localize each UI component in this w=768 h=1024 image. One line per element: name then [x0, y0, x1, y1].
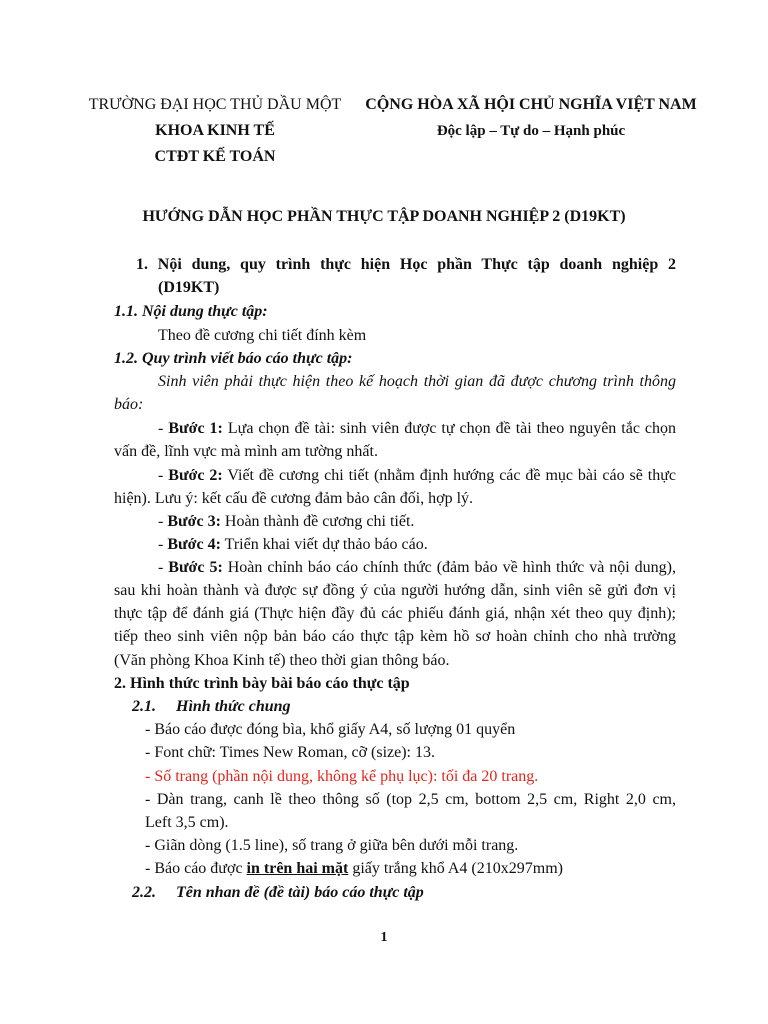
- format-item-1: - Báo cáo được đóng bìa, khổ giấy A4, số lượng 01 quyển: [145, 721, 516, 738]
- national-title: CỘNG HÒA XÃ HỘI CHỦ NGHĨA VIỆT NAM: [365, 96, 697, 113]
- step1-line2: vấn đề, lĩnh vực mà mình am tường nhất.: [114, 443, 378, 460]
- format-item-3: - Số trang (phần nội dung, không kể phụ lục): tối đa 20 trang.: [145, 768, 539, 785]
- header-right: [356, 92, 706, 144]
- step3-line: - Bước 3: Hoàn thành đề cương chi tiết.: [158, 513, 415, 530]
- format-item-6: - Báo cáo được in trên hai mặt giấy trắng khổ A4 (210x297mm): [145, 860, 563, 877]
- section1-1-text: Theo đề cương chi tiết đính kèm: [158, 327, 367, 344]
- section2-2-heading: Tên nhan đề (đề tài) báo cáo thực tập: [176, 884, 424, 901]
- step5-line1: - Bước 5: Hoàn chỉnh báo cáo chính thức (đảm bảo về hình thức và nội dung),: [158, 559, 677, 576]
- step2-line1: - Bước 2: Viết đề cương chi tiết (nhằm định hướng các đề mục bài cáo sẽ thực: [158, 467, 677, 484]
- section1-2-intro-line1: Sinh viên phải thực hiện theo kế hoạch thời gian đã được chương trình thông: [158, 373, 676, 390]
- double-sided-emphasis: in trên hai mặt: [246, 860, 349, 877]
- document-title: HƯỚNG DẪN HỌC PHẦN THỰC TẬP DOANH NGHIỆP 2 (D19KT): [142, 208, 626, 225]
- format-item-5: - Giãn dòng (1.5 line), số trang ở giữa bên dưới mỗi trang.: [145, 837, 519, 854]
- step2-line2: hiện). Lưu ý: kết cấu đề cương đảm bảo cân đối, hợp lý.: [114, 490, 474, 507]
- national-motto: Độc lập – Tự do – Hạnh phúc: [436, 123, 626, 139]
- program-name: CTĐT KẾ TOÁN: [154, 148, 276, 165]
- section1-heading-line1: 1. Nội dung, quy trình thực hiện Học phần Thực tập doanh nghiệp 2: [136, 256, 676, 273]
- section1-1-heading: 1.1. Nội dung thực tập:: [114, 303, 268, 320]
- step4-label: Bước 4:: [167, 536, 221, 553]
- step5-line4: tiếp theo sinh viên nộp bản báo cáo thực tập kèm hồ sơ hoàn chỉnh cho nhà trường: [114, 628, 676, 645]
- step2-label: Bước 2:: [168, 467, 223, 484]
- step1-line1: - Bước 1: Lựa chọn đề tài: sinh viên được tự chọn đề tài theo nguyên tắc chọn: [158, 420, 677, 437]
- section1-2-heading: 1.2. Quy trình viết báo cáo thực tập:: [114, 350, 353, 367]
- step1-label: Bước 1:: [168, 420, 223, 437]
- header-left: [84, 92, 346, 170]
- format-item-4-line2: Left 3,5 cm).: [145, 814, 229, 831]
- step5-line5: (Văn phòng Khoa Kinh tế) theo thời gian thông báo.: [114, 652, 450, 669]
- step5-line2: sau khi hoàn thành và được sự đồng ý của người hướng dẫn, sinh viên sẽ gửi đơn vị: [114, 582, 676, 599]
- format-item-4-line1: - Dàn trang, canh lề theo thông số (top 2,5 cm, bottom 2,5 cm, Right 2,0 cm,: [145, 791, 676, 808]
- section1-2-intro-line2: báo:: [114, 396, 144, 413]
- section2-heading: 2. Hình thức trình bày bài báo cáo thực tập: [114, 675, 410, 692]
- section1-heading-line2: (D19KT): [158, 279, 220, 296]
- section2-1-number: 2.1.: [132, 698, 156, 715]
- section2-2-number: 2.2.: [132, 884, 156, 901]
- step4-line: - Bước 4: Triển khai viết dự thảo báo cáo.: [158, 536, 428, 553]
- university-name: TRƯỜNG ĐẠI HỌC THỦ DẦU MỘT: [88, 96, 342, 113]
- faculty-name: KHOA KINH TẾ: [155, 122, 275, 139]
- step5-label: Bước 5:: [168, 559, 223, 576]
- page-number: 1: [380, 930, 388, 945]
- format-item-2: - Font chữ: Times New Roman, cỡ (size): 13.: [145, 744, 435, 761]
- step5-line3: thực tập để đánh giá (Thực hiện đầy đủ các phiếu đánh giá, nhận xét theo quy định);: [114, 605, 676, 622]
- step3-label: Bước 3:: [167, 513, 221, 530]
- section2-1-heading: Hình thức chung: [176, 698, 291, 715]
